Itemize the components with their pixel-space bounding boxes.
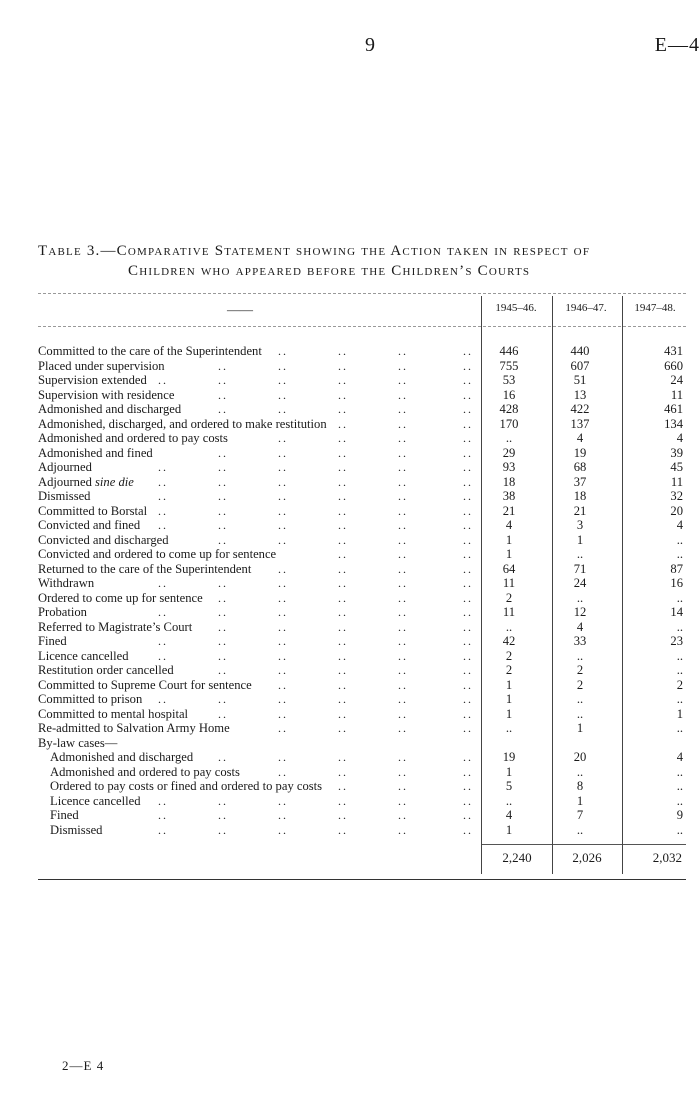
- row-value: ..: [576, 822, 584, 837]
- row-label: Committed to the care of the Superintendent: [38, 344, 262, 358]
- total-value: 2,240: [502, 850, 532, 865]
- row-value: 45: [670, 460, 683, 474]
- row-value: 4: [676, 518, 683, 532]
- row-value: 24: [573, 576, 587, 590]
- row-value: ..: [676, 822, 683, 837]
- row-value: 4: [576, 431, 584, 445]
- table-row: [38, 678, 688, 693]
- row-value: ..: [576, 706, 584, 721]
- leader-dots: .. .. .. ..: [278, 721, 473, 735]
- row-value: 11: [502, 576, 516, 590]
- leader-dots: .. .. .. .. .. ..: [158, 822, 473, 837]
- row-value: ..: [505, 721, 513, 735]
- row-label: Supervision extended: [38, 373, 147, 387]
- row-label: Ordered to pay costs or fined and ordered to pay costs: [50, 779, 323, 793]
- row-label: Convicted and fined: [38, 518, 141, 532]
- row-value: 461: [664, 402, 683, 416]
- table-row: [38, 721, 688, 736]
- row-value: 4: [505, 518, 513, 532]
- row-value: 1: [505, 822, 513, 837]
- leader-dots: .. .. .. .. .. ..: [158, 793, 473, 808]
- table-row: [38, 504, 688, 519]
- row-value: 2: [576, 677, 584, 692]
- row-value: 2: [676, 677, 683, 692]
- table-row: [38, 765, 688, 780]
- table-row: [38, 475, 688, 490]
- row-label: Convicted and discharged: [38, 532, 169, 547]
- row-label: Admonished, discharged, and ordered to make restitution: [38, 416, 327, 431]
- leader-dots: .. .. ..: [338, 779, 473, 793]
- row-label: Admonished and ordered to pay costs: [38, 431, 228, 445]
- row-value: ..: [505, 431, 513, 445]
- leader-dots: .. .. .. .. ..: [218, 619, 473, 634]
- leader-dots: .. .. .. .. .. ..: [158, 648, 473, 663]
- row-value: 755: [499, 358, 519, 373]
- table-row: [38, 547, 688, 562]
- row-label: Licence cancelled: [38, 648, 129, 663]
- row-value: 4: [676, 431, 683, 445]
- row-label: By-law cases—: [38, 735, 118, 750]
- table-row: [38, 344, 688, 359]
- row-value: 607: [570, 358, 590, 373]
- row-value: 2: [576, 663, 584, 677]
- leader-dots: .. .. .. ..: [278, 561, 473, 576]
- table-row: [38, 373, 688, 388]
- row-value: 170: [499, 416, 519, 431]
- row-value: 1: [576, 532, 584, 547]
- row-label: Licence cancelled: [50, 793, 141, 808]
- row-value: 2: [505, 590, 513, 605]
- row-value: 32: [670, 489, 683, 503]
- row-value: 64: [502, 561, 516, 576]
- row-label: Convicted and ordered to come up for sentence: [38, 547, 277, 561]
- leader-dots: .. .. .. .. .. ..: [158, 576, 473, 590]
- table-row: [38, 620, 688, 635]
- leader-dots: .. .. .. .. ..: [218, 590, 473, 605]
- row-value: ..: [676, 793, 683, 808]
- row-label: Withdrawn: [38, 576, 95, 590]
- row-value: 19: [502, 750, 516, 764]
- row-value: 29: [502, 445, 516, 460]
- leader-dots: .. .. ..: [338, 547, 473, 561]
- table-row: [38, 605, 688, 620]
- row-label: Dismissed: [38, 489, 91, 503]
- row-value: ..: [676, 764, 683, 779]
- row-value: ..: [676, 619, 683, 634]
- table-body: [38, 344, 688, 837]
- row-value: 8: [576, 779, 584, 793]
- row-value: 39: [670, 445, 683, 460]
- row-value: ..: [676, 532, 683, 547]
- leader-dots: .. .. .. .. .. ..: [158, 503, 473, 518]
- row-label: Fined: [38, 634, 67, 648]
- row-value: 2: [505, 663, 513, 677]
- leader-dots: .. .. .. .. ..: [218, 663, 473, 677]
- row-value: 5: [505, 779, 513, 793]
- leader-dots: .. .. .. .. .. ..: [158, 373, 473, 387]
- column-header-year: 1945–46.: [495, 302, 537, 314]
- column-header-label: ——: [227, 302, 253, 317]
- table-row: [38, 707, 688, 722]
- row-value: 42: [502, 634, 516, 648]
- row-value: 18: [573, 489, 587, 503]
- row-value: 660: [664, 358, 683, 373]
- leader-dots: .. .. .. ..: [278, 344, 473, 358]
- table-title-line-1: Table 3.—Comparative Statement showing the Action taken in respect of: [38, 243, 591, 259]
- row-value: ..: [505, 619, 513, 634]
- row-value: 21: [502, 503, 516, 518]
- table-title-line-2: Children who appeared before the Children’s Courts: [128, 263, 531, 279]
- leader-dots: .. .. .. ..: [278, 764, 473, 779]
- row-value: 24: [670, 373, 683, 387]
- row-label: Committed to Supreme Court for sentence: [38, 677, 252, 692]
- table-row: [38, 823, 688, 838]
- leader-dots: .. .. .. .. .. ..: [158, 605, 473, 619]
- leader-dots: .. .. .. .. .. ..: [158, 518, 473, 532]
- row-value: 13: [573, 387, 587, 402]
- row-value: 1: [505, 706, 513, 721]
- row-value: ..: [676, 721, 683, 735]
- row-value: 1: [576, 721, 584, 735]
- row-value: 431: [664, 344, 683, 358]
- row-value: 1: [505, 547, 513, 561]
- row-value: ..: [676, 663, 683, 677]
- leader-dots: .. .. .. ..: [278, 677, 473, 692]
- table-row: [38, 591, 688, 606]
- table-row: [38, 431, 688, 446]
- total-value: 2,026: [572, 850, 602, 865]
- leader-dots: .. .. .. .. .. ..: [158, 489, 473, 503]
- row-value: 71: [573, 561, 587, 576]
- total-value: 2,032: [652, 850, 682, 865]
- leader-dots: .. .. .. .. .. ..: [158, 474, 473, 489]
- table-row: [38, 663, 688, 678]
- row-value: ..: [576, 590, 584, 605]
- row-label: Dismissed: [50, 822, 103, 837]
- row-value: 4: [576, 619, 584, 634]
- row-value: 87: [670, 561, 683, 576]
- row-value: 11: [670, 474, 683, 489]
- row-value: 137: [570, 416, 590, 431]
- table-row: [38, 576, 688, 591]
- table-row: [38, 533, 688, 548]
- row-value: ..: [576, 547, 584, 561]
- row-value: ..: [676, 547, 683, 561]
- row-value: 3: [576, 518, 584, 532]
- row-value: 446: [499, 344, 519, 358]
- leader-dots: .. .. .. .. .. ..: [158, 460, 473, 474]
- row-value: 37: [573, 474, 587, 489]
- row-value: 23: [670, 634, 683, 648]
- table-row: [38, 750, 688, 765]
- row-value: 1: [505, 677, 513, 692]
- row-value: 1: [505, 764, 513, 779]
- table-row: [38, 388, 688, 403]
- row-value: ..: [576, 764, 584, 779]
- row-value: 93: [502, 460, 516, 474]
- page-reference: E—4: [654, 34, 700, 56]
- table-row: [38, 518, 688, 533]
- row-value: 1: [576, 793, 584, 808]
- row-value: 33: [573, 634, 587, 648]
- table-row: [38, 634, 688, 649]
- table-row: [38, 808, 688, 823]
- row-value: ..: [505, 793, 513, 808]
- row-value: 20: [573, 750, 587, 764]
- table-row: [38, 562, 688, 577]
- row-value: ..: [576, 692, 584, 706]
- row-value: 12: [573, 605, 587, 619]
- row-label: Re-admitted to Salvation Army Home: [38, 721, 230, 735]
- row-value: ..: [576, 648, 584, 663]
- row-value: 4: [505, 808, 513, 822]
- table-header-rule: [38, 326, 686, 327]
- row-label: Admonished and discharged: [38, 402, 182, 416]
- row-value: 1: [505, 532, 513, 547]
- table-row: [38, 649, 688, 664]
- leader-dots: .. .. .. .. ..: [218, 402, 473, 416]
- row-label: Admonished and discharged: [50, 750, 194, 764]
- row-label: Fined: [50, 808, 79, 822]
- row-label: Committed to Borstal: [38, 503, 148, 518]
- leader-dots: .. .. .. .. ..: [218, 358, 473, 373]
- leader-dots: .. .. .. .. ..: [218, 706, 473, 721]
- leader-dots: .. .. ..: [338, 416, 473, 431]
- row-label: Returned to the care of the Superintendent: [38, 561, 252, 576]
- row-label: Adjourned: [38, 460, 92, 474]
- row-label: Committed to mental hospital: [38, 706, 189, 721]
- column-header-year: 1946–47.: [565, 302, 607, 314]
- table-row: [38, 417, 688, 432]
- row-value: 38: [502, 489, 516, 503]
- leader-dots: .. .. .. .. ..: [218, 445, 473, 460]
- row-value: 53: [502, 373, 516, 387]
- row-label: Probation: [38, 605, 87, 619]
- table-bottom-rule: [38, 879, 686, 880]
- row-label: Adjourned sine die: [38, 474, 134, 489]
- row-value: 20: [670, 503, 683, 518]
- leader-dots: .. .. .. .. ..: [218, 387, 473, 402]
- row-label: Admonished and ordered to pay costs: [50, 764, 240, 779]
- row-value: 11: [670, 387, 683, 402]
- row-value: 428: [499, 402, 519, 416]
- row-value: 16: [670, 576, 683, 590]
- table-row: [38, 692, 688, 707]
- row-value: ..: [676, 648, 683, 663]
- row-value: ..: [676, 692, 683, 706]
- leader-dots: .. .. .. .. .. ..: [158, 634, 473, 648]
- table-row: [38, 794, 688, 809]
- row-value: 19: [573, 445, 587, 460]
- row-value: 11: [502, 605, 516, 619]
- row-value: 134: [664, 416, 683, 431]
- row-value: 68: [573, 460, 587, 474]
- row-value: 14: [670, 605, 683, 619]
- row-value: 51: [573, 373, 587, 387]
- table-row: [38, 460, 688, 475]
- row-value: ..: [676, 779, 683, 793]
- row-label: Restitution order cancelled: [38, 663, 174, 677]
- row-value: 440: [570, 344, 590, 358]
- row-value: 4: [676, 750, 683, 764]
- row-value: 1: [676, 706, 683, 721]
- row-label: Placed under supervision: [38, 358, 165, 373]
- row-value: 422: [570, 402, 590, 416]
- row-value: 9: [676, 808, 683, 822]
- column-header-year: 1947–48.: [634, 302, 676, 314]
- footer-reference: 2—E 4: [62, 1058, 105, 1073]
- row-label: Referred to Magistrate’s Court: [38, 619, 193, 634]
- row-value: 1: [505, 692, 513, 706]
- leader-dots: .. .. .. ..: [278, 431, 473, 445]
- table-total-rule: [481, 844, 686, 845]
- table-row: [38, 359, 688, 374]
- table-row: [38, 779, 688, 794]
- table-top-rule: [38, 293, 686, 294]
- page-number: 9: [365, 34, 375, 56]
- table-row: [38, 736, 688, 751]
- row-label: Admonished and fined: [38, 445, 153, 460]
- row-value: 18: [502, 474, 516, 489]
- table-row: [38, 446, 688, 461]
- table-row: [38, 402, 688, 417]
- leader-dots: .. .. .. .. ..: [218, 750, 473, 764]
- row-value: ..: [676, 590, 683, 605]
- row-value: 16: [502, 387, 516, 402]
- row-value: 2: [505, 648, 513, 663]
- leader-dots: .. .. .. .. ..: [218, 532, 473, 547]
- leader-dots: .. .. .. .. .. ..: [158, 808, 473, 822]
- row-label: Committed to prison: [38, 692, 143, 706]
- row-value: 7: [576, 808, 584, 822]
- leader-dots: .. .. .. .. .. ..: [158, 692, 473, 706]
- row-label: Supervision with residence: [38, 387, 175, 402]
- table-row: [38, 489, 688, 504]
- row-label: Ordered to come up for sentence: [38, 590, 203, 605]
- row-value: 21: [573, 503, 587, 518]
